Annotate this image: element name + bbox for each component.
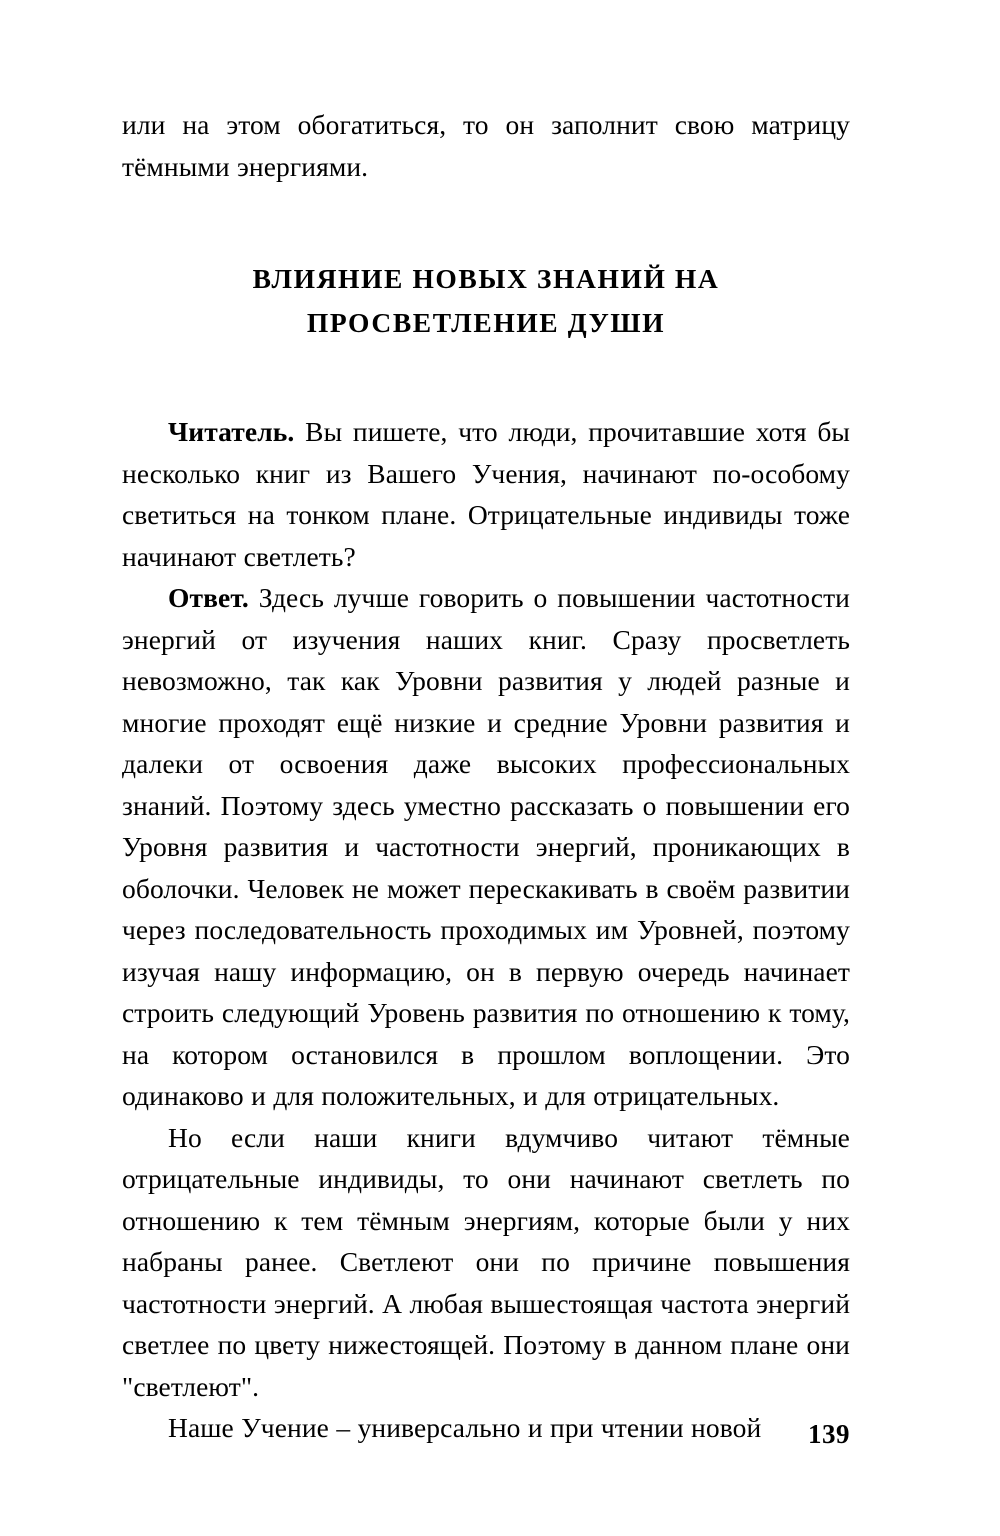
page-content [122, 104, 850, 1449]
continued-paragraph: или на этом обогатиться, то он заполнит свою матрицу тёмными энергиями. [122, 109, 850, 182]
section-heading [122, 257, 850, 345]
answer-paragraph [122, 577, 850, 1117]
page-number: 139 [808, 1419, 850, 1449]
question-speaker-label: Читатель. [168, 416, 295, 447]
question-paragraph [122, 411, 850, 577]
body-paragraph-1: Но если наши книги вдумчиво читают тёмные отрицательные индивиды, то они начинают светлеть по отношению к тем тёмным энергиям, которые были у них набраны ранее. Светлеют они по причине повышения частотности энергий. А любая вышестоящая частота энергий светлее по цвету нижестоящей. Поэтому в данном плане они "светлеют". [122, 1121, 851, 1402]
body-paragraph-2: Наше Учение – универсально и при чтении новой [168, 1412, 762, 1443]
section-heading-line-2: ПРОСВЕТЛЕНИЕ ДУШИ [306, 307, 666, 338]
answer-text: Здесь лучше говорить о повышении частотности энергий от изучения наших книг. Сразу просветлеть невозможно, так как Уровни развития у людей разные и многие проходят ещё низкие и средние Уровни развития и далеки от освоения даже высоких профессиональных знаний. Поэтому здесь уместно рассказать о повышении его Уровня развития и частотности энергий, проникающих в оболочки. Человек не может перескакивать в своём развитии через последовательность проходимых им Уровней, поэтому изучая нашу информацию, он в первую очередь начинает строить следующий Уровень развития по отношению к тому, на котором остановился в прошлом воплощении. Это одинаково и для положительных, и для отрицательных. [122, 582, 850, 1111]
question-answer-block [122, 411, 850, 1117]
question-text: Вы пишете, что люди, прочитавшие хотя бы несколько книг из Вашего Учения, начинают по-особому светиться на тонком плане. Отрицательные индивиды тоже начинают светлеть? [122, 416, 850, 572]
answer-speaker-label: Ответ. [168, 582, 249, 613]
section-heading-line-1: ВЛИЯНИЕ НОВЫХ ЗНАНИЙ НА [252, 263, 720, 294]
